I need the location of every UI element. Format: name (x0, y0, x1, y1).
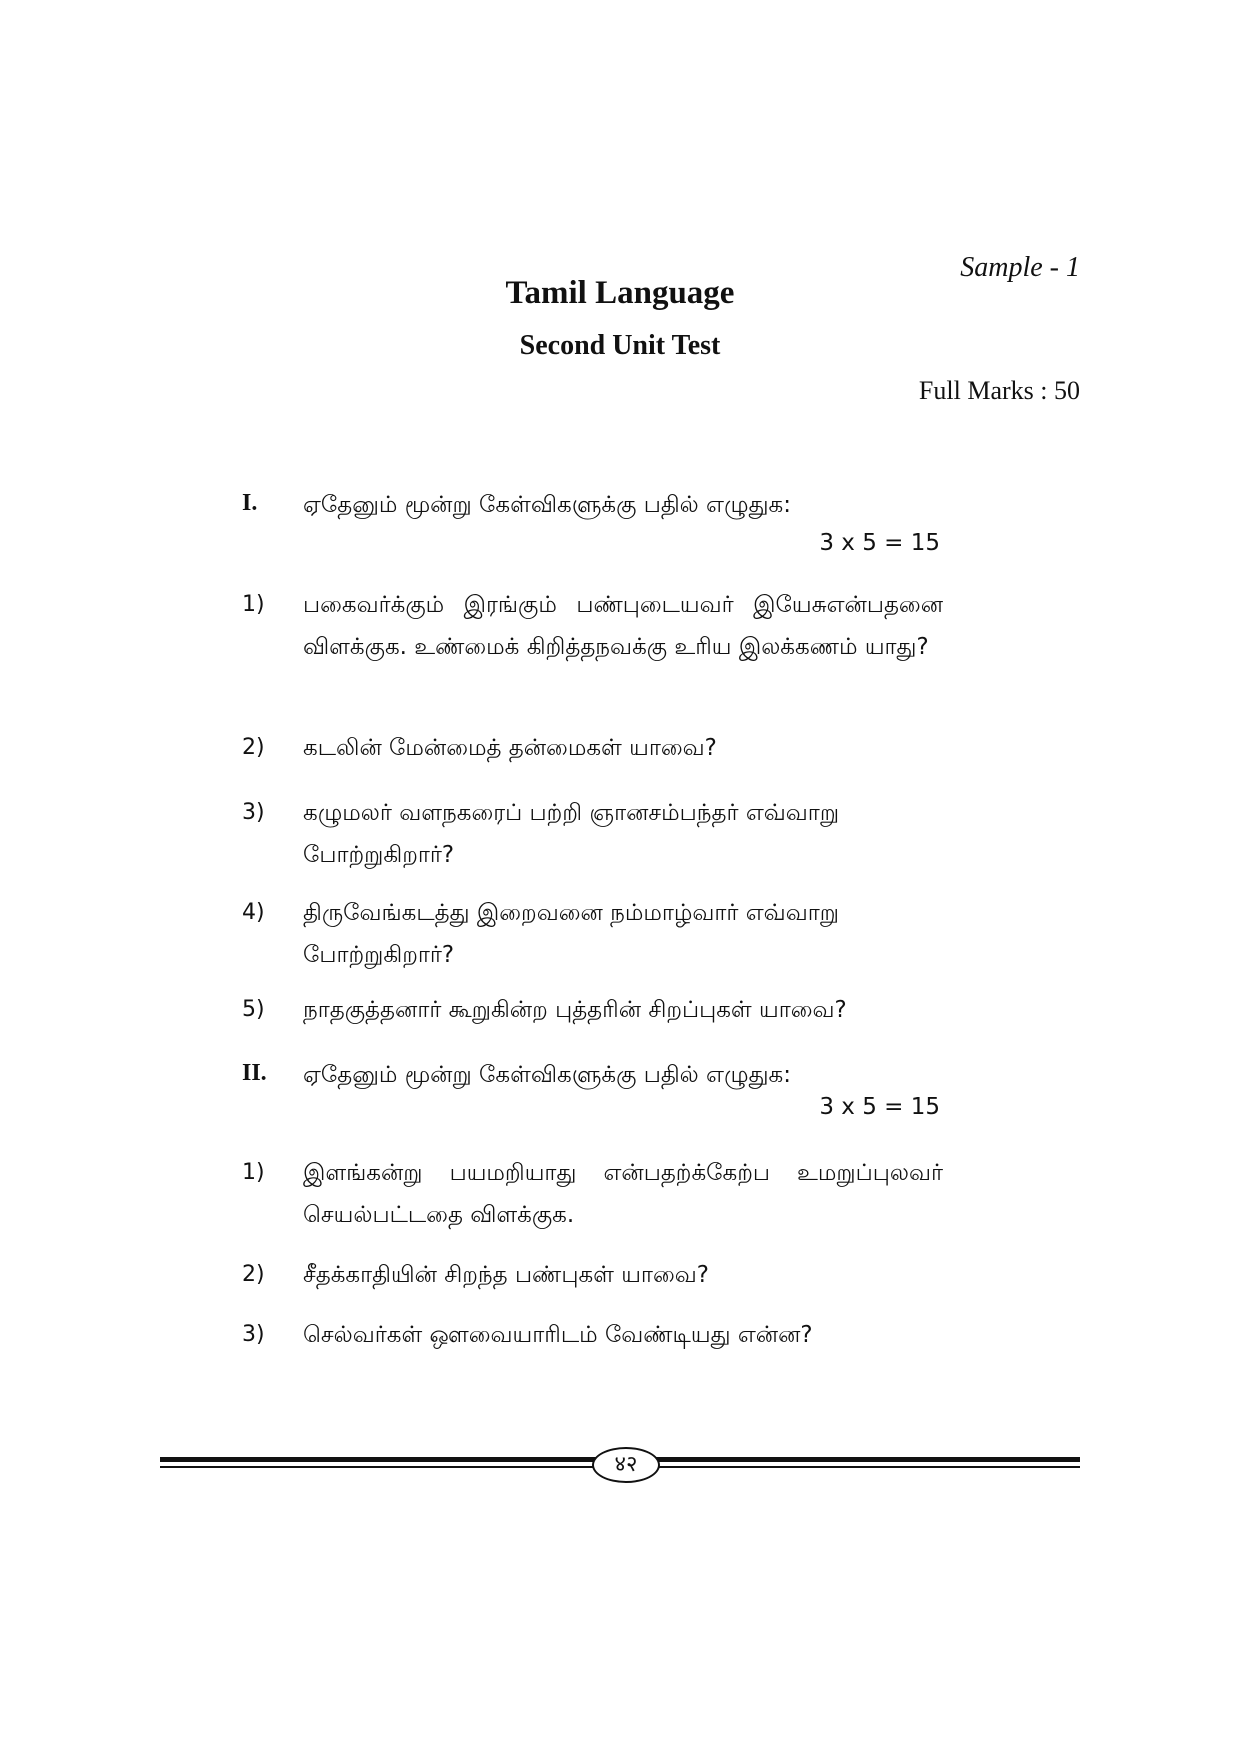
question-text: சீதக்காதியின் சிறந்த பண்புகள் யாவை? (303, 1262, 709, 1288)
page-title: Tamil Language (505, 275, 735, 311)
section-instruction: ஏதேனும் மூன்று கேள்விகளுக்கு பதில் எழுதுக: (303, 1062, 791, 1088)
section-instruction: ஏதேனும் மூன்று கேள்விகளுக்கு பதில் எழுதுக: (303, 492, 791, 518)
page-number: ४२ (592, 1447, 660, 1483)
full-marks: Full Marks : 50 (918, 376, 1080, 405)
section-score: 3 x 5 = 15 (819, 1094, 940, 1120)
question-text: நாதகுத்தனார் கூறுகின்ற புத்தரின் சிறப்புகள் யாவை? (303, 997, 847, 1023)
question-text: பகைவர்க்கும் இரங்கும் பண்புடையவர் இயேசுஎன்பதனை விளக்குக. உண்மைக் கிறித்தநவக்கு உரிய இலக்கணம் யாது? (303, 592, 943, 660)
question-number: 1) (242, 1160, 265, 1185)
question-text: கடலின் மேன்மைத் தன்மைகள் யாவை? (303, 735, 717, 761)
page-subtitle: Second Unit Test (519, 330, 721, 361)
question-number: 1) (242, 592, 265, 617)
question-text: கழுமலர் வளநகரைப் பற்றி ஞானசம்பந்தர் எவ்வாறு போற்றுகிறார்? (303, 800, 840, 868)
question-number: 2) (242, 1262, 265, 1287)
section-score: 3 x 5 = 15 (819, 530, 940, 556)
section-number: I. (242, 490, 258, 516)
question-text: திருவேங்கடத்து இறைவனை நம்மாழ்வார் எவ்வாறு போற்றுகிறார்? (303, 900, 839, 968)
question-number: 2) (242, 735, 265, 760)
question-number: 4) (242, 900, 265, 925)
question-text: செல்வர்கள் ஔவையாரிடம் வேண்டியது என்ன? (303, 1322, 813, 1348)
section-number: II. (242, 1060, 267, 1086)
sample-label: Sample - 1 (960, 252, 1080, 283)
question-number: 3) (242, 1322, 265, 1347)
question-number: 3) (242, 800, 265, 825)
question-text: இளங்கன்று பயமறியாது என்பதற்க்கேற்ப உமறுப்புலவர் செயல்பட்டதை விளக்குக. (303, 1160, 943, 1228)
question-number: 5) (242, 997, 265, 1022)
